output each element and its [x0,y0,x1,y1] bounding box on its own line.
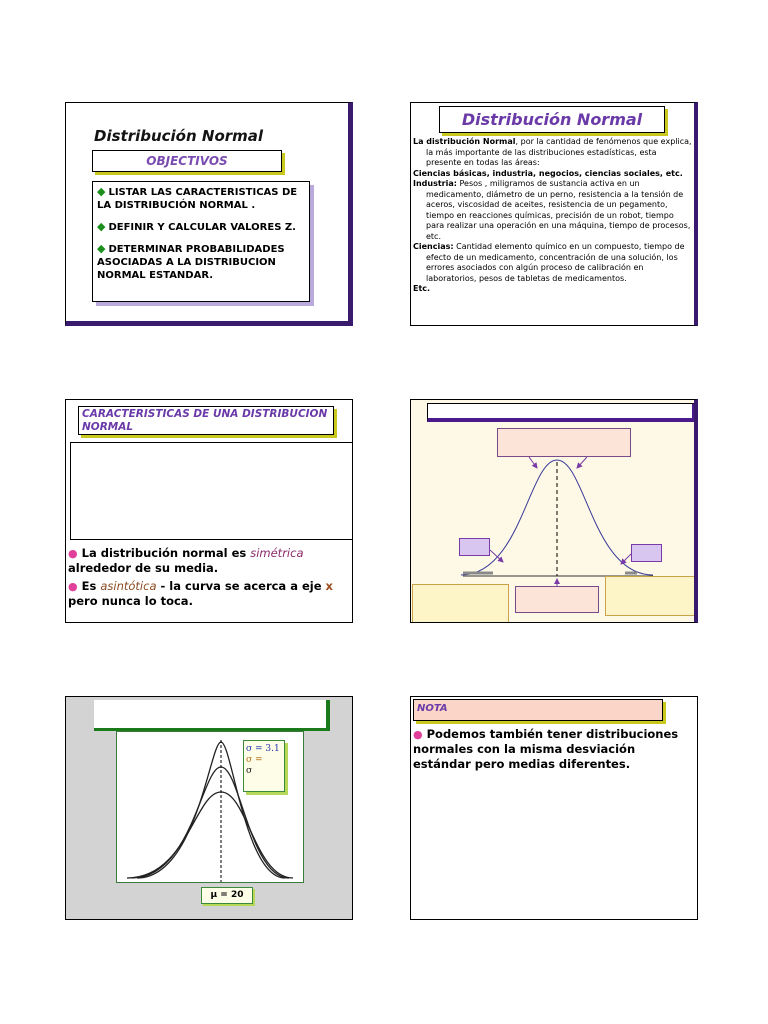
mean-label: μ = 20 [201,887,253,904]
slide-curves-same-mean [65,696,353,920]
slide-body: ● Podemos también tener distribuciones normales con la misma desviación estándar pero medias diferentes. [413,727,679,771]
list-item: ◆ DEFINIR Y CALCULAR VALORES Z. [97,220,296,233]
arrow-right [621,554,631,564]
label-box-bottom-center [515,586,599,613]
bullet-dot-icon: ● [68,547,78,560]
empty-content-box [70,442,353,540]
slide-title: Distribución Normal [439,106,665,133]
industria-paragraph: Industria: Pesos , miligramos de sustancia activa en un medicamento, diámetro de un perno, resistencia a la tensión de aceros, viscosidad de aceites, resistencia de un pegamento, tiempo en reacciones químicas, precisión de un robot, tiempo para realizar una operación en una máquina, tiempo de procesos, etc. [413,179,691,241]
slide-title: CARACTERISTICAS DE UNA DISTRIBUCION NORMAL [78,406,334,435]
label-box-bottom-right [605,576,698,616]
diamond-bullet-icon: ◆ [97,185,106,198]
slide-nota [410,696,698,920]
arrow-top-right [577,457,587,468]
sigma-label-3: σ [246,766,253,776]
list-item: ◆ DETERMINAR PROBABILIDADES ASOCIADAS A LA DISTRIBUCION NORMAL ESTANDAR. [97,242,285,281]
intro-paragraph: La distribución Normal, por la cantidad de fenómenos que explica, la más importante de las distribuciones estadísticas, esta presente en todas las áreas: [413,137,692,167]
slide-characteristics [65,399,353,623]
arrow-top-left [529,457,537,468]
objectives-label: OBJECTIVOS [92,150,282,172]
sigma-label-2: σ = [246,755,263,765]
slide-body [68,546,352,612]
ciencias-paragraph: Ciencias: Cantidad elemento químico en un compuesto, tiempo de efecto de un medicamento, concentración de una solución, los errores asociados con algún proceso de calibración en laboratorios, pesos de tabletas de medicamentos. [413,242,685,283]
sigma-legend [243,740,285,792]
sigma-label-1: σ = 3.1 [246,744,280,754]
slide-title: Distribución Normal [94,127,264,145]
list-item: ◆ LISTAR LAS CARACTERISTICAS DE LA DISTRIBUCIÓN NORMAL . [97,185,298,211]
label-box-bottom-left [412,584,509,623]
diamond-bullet-icon: ◆ [97,242,106,255]
title-bar [94,700,330,731]
slide-normal-curve-diagram [410,399,698,623]
slide-title: NOTA [413,699,663,721]
bullet-symmetric: ● La distribución normal es simétrica alrededor de su media. [68,546,304,575]
etc-line: Etc. [413,284,431,293]
bullet-dot-icon: ● [413,728,423,741]
slide-objectives [65,102,353,326]
slide-distribution-intro [410,102,698,326]
diamond-bullet-icon: ◆ [97,220,106,233]
areas-line: Ciencias básicas, industria, negocios, ciencias sociales, etc. [413,168,683,178]
bullet-asymptotic: ● Es asintótica - la curva se acerca a eje x pero nunca lo toca. [68,579,333,608]
objectives-list [92,181,310,302]
slide-body [413,137,693,295]
bullet-dot-icon: ● [68,580,78,593]
